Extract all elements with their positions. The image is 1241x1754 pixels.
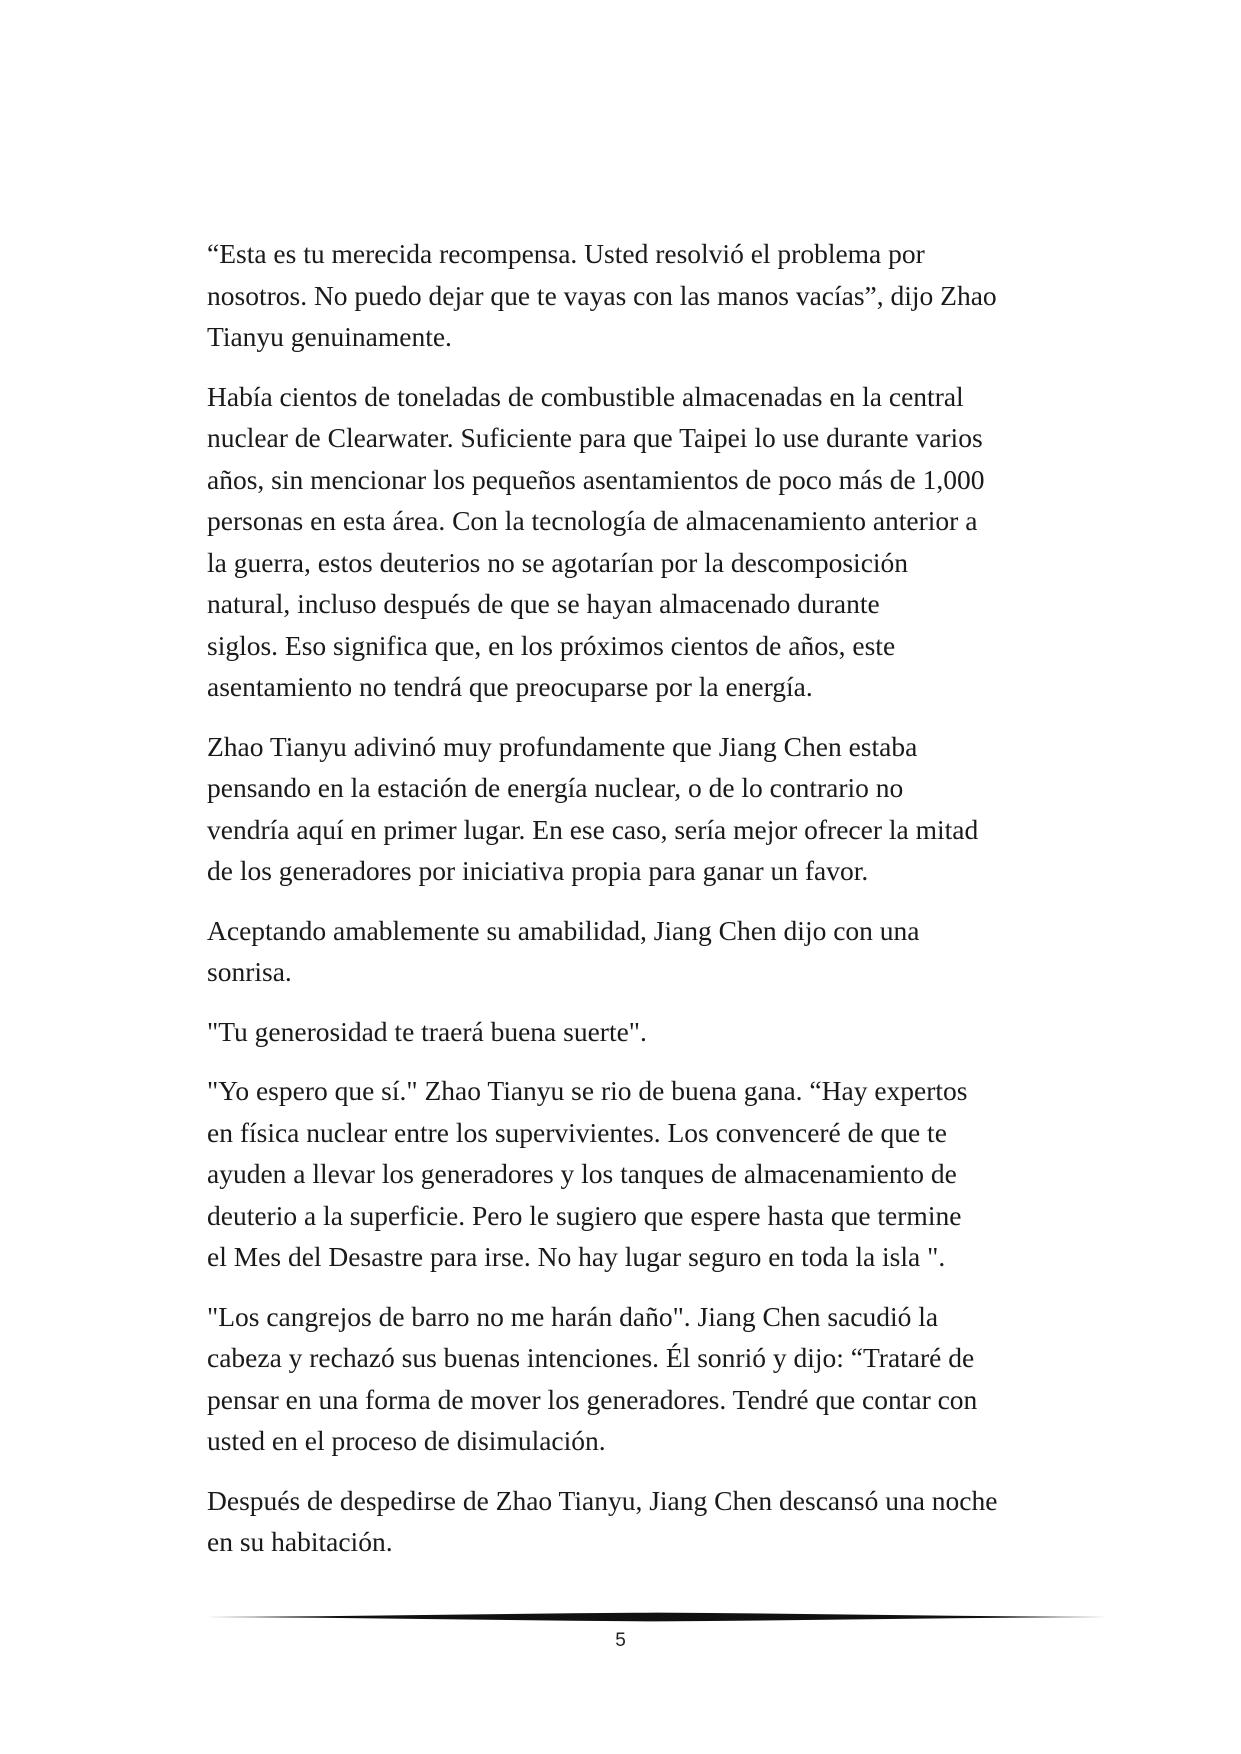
text-line: Después de despedirse de Zhao Tianyu, Jiang Chen descansó una noche [207,1484,998,1516]
paragraph-5 [207,1011,1077,1053]
text-line: “Esta es tu merecida recompensa. Usted resolvió el problema por [207,238,925,269]
text-line: sonrisa. [207,956,292,987]
text-line: años, sin mencionar los pequeños asentamientos de poco más de 1,000 [207,463,985,495]
text-line: ayuden a llevar los generadores y los tanques de almacenamiento de [207,1158,957,1189]
text-line: la guerra, estos deuterios no se agotarían por la descomposición [207,546,909,578]
text-line: cabeza y rechazó sus buenas intenciones. Él sonrió y dijo: “Trataré de [207,1342,975,1373]
text-line: personas en esta área. Con la tecnología de almacenamiento anterior a [207,505,978,536]
text-line: "Los cangrejos de barro no me harán daño". Jiang Chen sacudió la [207,1300,939,1332]
footer-divider-swoosh [207,1613,1107,1622]
paragraph-6 [207,1070,1077,1278]
text-line: de los generadores por iniciativa propia para ganar un favor. [207,855,869,886]
page-number: 5 [615,1630,626,1651]
text-line: "Yo espero que sí." Zhao Tianyu se rio de buena gana. “Hay expertos [207,1075,968,1106]
text-line: "Tu generosidad te traerá buena suerte". [207,1015,647,1047]
text-line: Aceptando amablemente su amabilidad, Jiang Chen dijo con una [207,914,920,946]
text-line: usted en el proceso de disimulación. [207,1425,606,1456]
paragraph-7 [207,1296,1077,1462]
text-line: en su habitación. [207,1526,393,1557]
paragraph-4 [207,910,1077,993]
text-line: Zhao Tianyu adivinó muy profundamente que Jiang Chen estaba [207,730,918,762]
text-line: deuterio a la superficie. Pero le sugiero que espere hasta que termine [207,1199,962,1231]
text-line: natural, incluso después de que se hayan almacenado durante [207,588,880,619]
text-line: siglos. Eso significa que, en los próximos cientos de años, este [207,629,896,661]
text-line: nuclear de Clearwater. Suficiente para que Taipei lo use durante varios [207,422,983,453]
paragraph-1 [207,233,1077,358]
text-line: asentamiento no tendrá que preocuparse por la energía. [207,671,813,702]
text-line: vendría aquí en primer lugar. En ese caso, sería mejor ofrecer la mitad [207,813,979,845]
footer-divider [207,1610,1107,1624]
text-line: pensando en la estación de energía nuclear, o de lo contrario no [207,772,904,803]
text-line: pensar en una forma de mover los generadores. Tendré que contar con [207,1383,978,1415]
text-line: Tianyu genuinamente. [207,321,452,352]
body-text [207,233,1077,1581]
text-line: Había cientos de toneladas de combustible almacenadas en la central [207,380,964,412]
text-line: el Mes del Desastre para irse. No hay lugar seguro en toda la isla ". [207,1241,946,1272]
paragraph-3 [207,726,1077,892]
text-line: en física nuclear entre los supervivientes. Los convenceré de que te [207,1116,947,1148]
paragraph-2 [207,376,1077,708]
paragraph-8 [207,1480,1077,1563]
text-line: nosotros. No puedo dejar que te vayas con las manos vacías”, dijo Zhao [207,279,997,311]
